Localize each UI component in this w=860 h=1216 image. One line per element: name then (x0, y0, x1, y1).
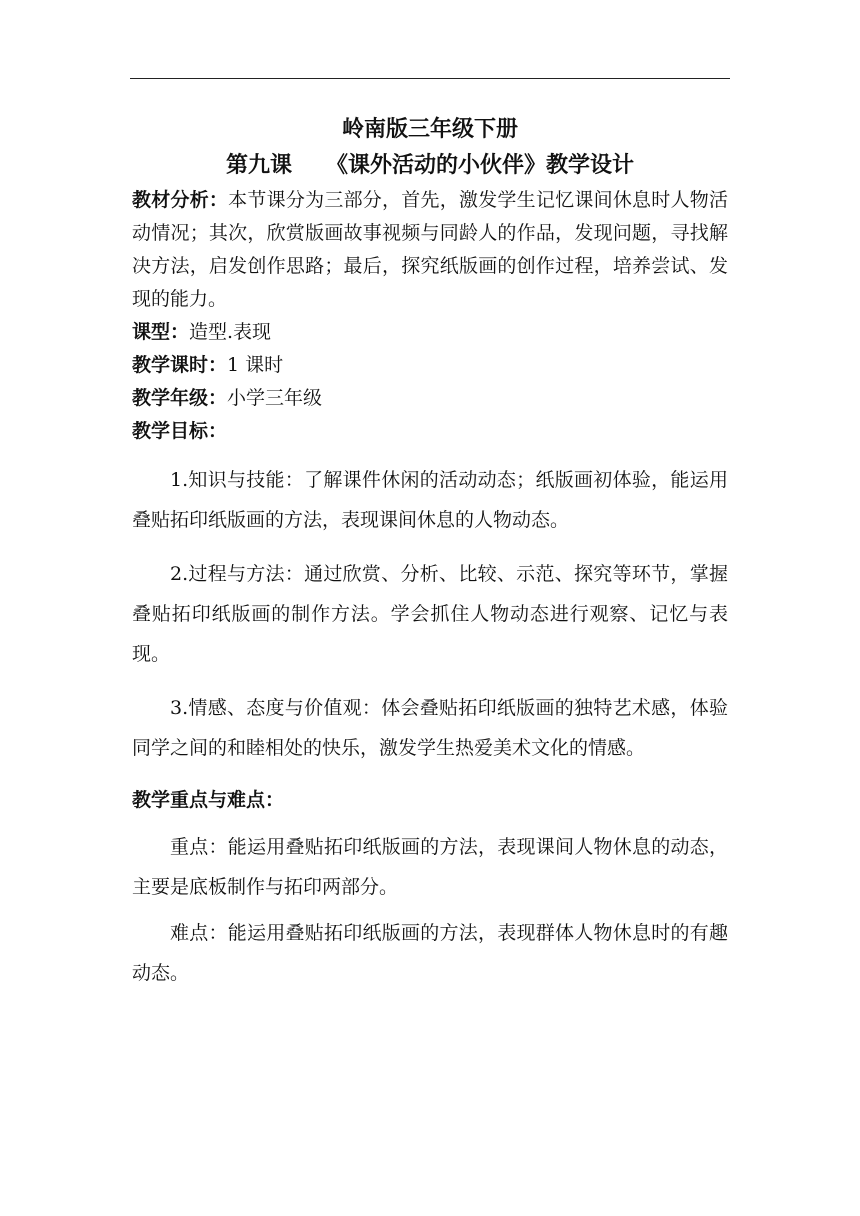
hours-label: 教学课时： (132, 354, 228, 376)
lesson-name: 《课外活动的小伙伴》教学设计 (326, 153, 635, 178)
lesson-type-value: 造型.表现 (189, 321, 272, 343)
lesson-number: 第九课 (225, 153, 292, 178)
goal-knowledge: 1.知识与技能：了解课件休闲的活动动态；纸版画初体验，能运用叠贴拓印纸版画的方法，表现课间休息的人物动态。 (132, 469, 728, 531)
goal-process: 2.过程与方法：通过欣赏、分析、比较、示范、探究等环节，掌握叠贴拓印纸版画的制作方法。学会抓住人物动态进行观察、记忆与表现。 (132, 563, 728, 665)
hours-line (132, 349, 728, 382)
document-title: 岭南版三年级下册 (341, 117, 518, 142)
document-subtitle (132, 148, 728, 184)
grade-label: 教学年级： (132, 387, 228, 409)
analysis-label: 教材分析： (132, 189, 229, 211)
goals-heading: 教学目标： (132, 420, 228, 442)
document-body (132, 112, 728, 993)
lesson-type-line (132, 316, 728, 349)
key-point: 重点：能运用叠贴拓印纸版画的方法，表现课间人物休息的动态，主要是底板制作与拓印两部分。 (132, 836, 728, 898)
focus-heading: 教学重点与难点： (132, 789, 285, 811)
difficulty: 难点：能运用叠贴拓印纸版画的方法，表现群体人物休息时的有趣动态。 (132, 922, 728, 984)
hours-value: 1 课时 (227, 354, 284, 376)
header-rule (130, 78, 730, 79)
grade-value: 小学三年级 (227, 387, 323, 409)
goal-attitude: 3.情感、态度与价值观：体会叠贴拓印纸版画的独特艺术感，体验同学之间的和睦相处的快乐，激发学生热爱美术文化的情感。 (132, 697, 728, 759)
grade-line (132, 382, 728, 415)
analysis-text: 本节课分为三部分，首先，激发学生记忆课间休息时人物活动情况；其次，欣赏版画故事视频与同龄人的作品，发现问题，寻找解决方法，启发创作思路；最后，探究纸版画的创作过程，培养尝试、发现的能力。 (132, 189, 728, 310)
lesson-type-label: 课型： (132, 321, 190, 343)
analysis-section (132, 184, 728, 316)
